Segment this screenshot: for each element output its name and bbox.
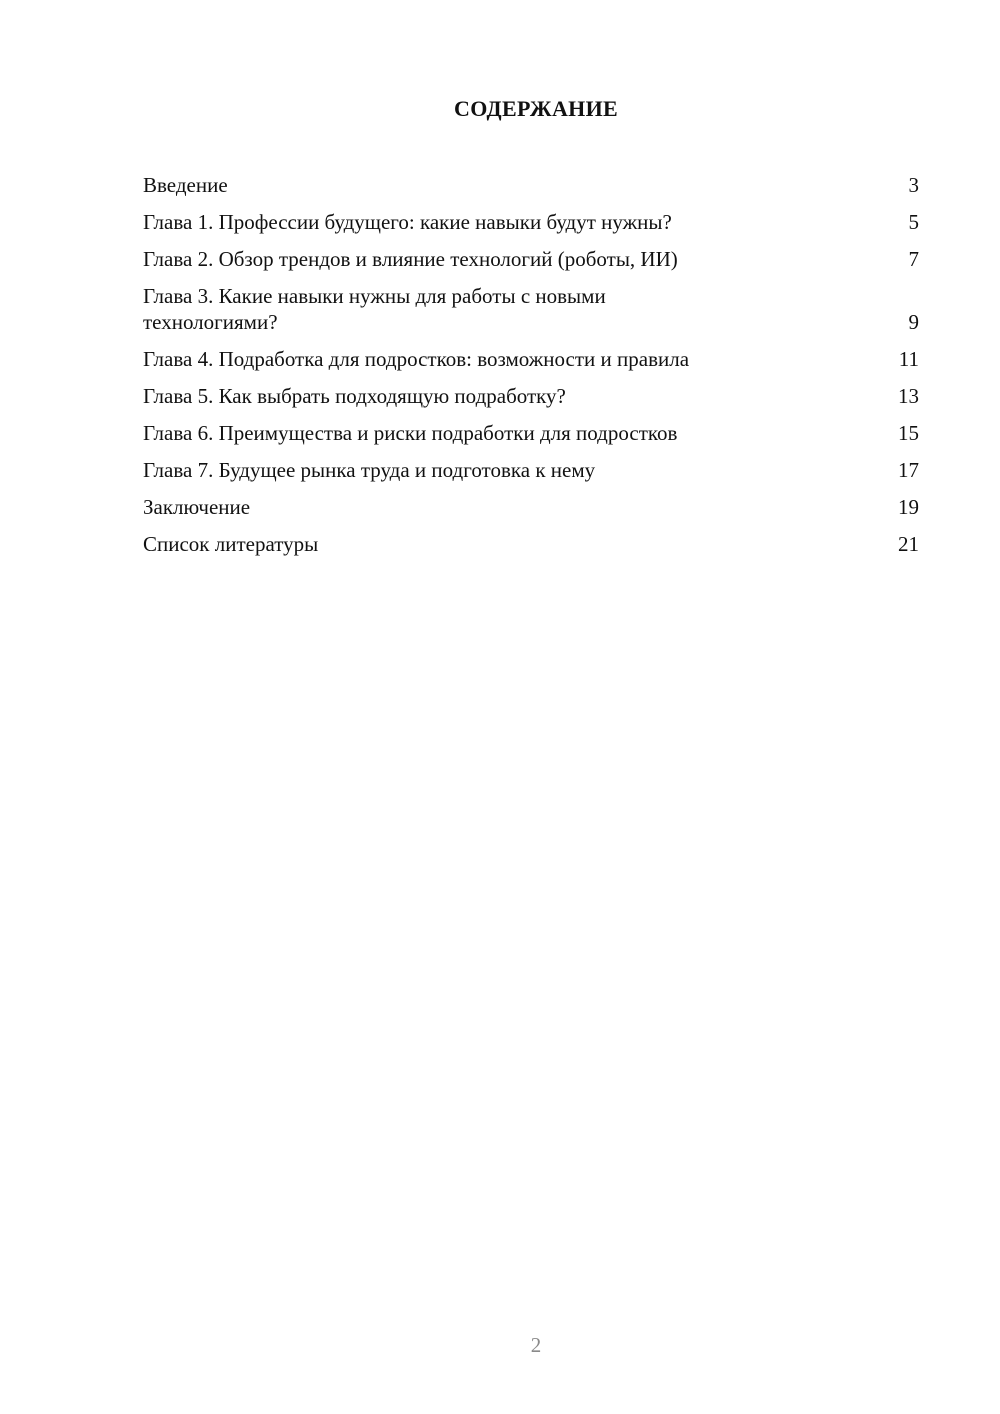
toc-entry-title: Глава 7. Будущее рынка труда и подготовка к нему — [143, 458, 596, 482]
page-title: СОДЕРЖАНИЕ — [454, 96, 618, 121]
toc-entry[interactable] — [143, 531, 919, 557]
toc-entry[interactable] — [143, 246, 919, 272]
toc-entry[interactable] — [143, 172, 919, 198]
toc-entry-title: Глава 3. Какие навыки нужны для работы с новыми технологиями? — [143, 284, 606, 334]
toc-entry-page: 7 — [908, 247, 919, 271]
toc-entry-page: 19 — [898, 495, 919, 519]
toc-entry-title: Глава 4. Подработка для подростков: возможности и правила — [143, 347, 690, 371]
toc-entry-page: 15 — [898, 421, 919, 445]
toc-entry-title: Заключение — [143, 495, 251, 519]
toc-entry-page: 9 — [908, 310, 919, 334]
toc-entry-title: Глава 6. Преимущества и риски подработки для подростков — [143, 421, 678, 445]
toc-entry[interactable] — [143, 346, 919, 372]
toc-entry-page: 17 — [898, 458, 919, 482]
toc-entry-page: 11 — [898, 347, 919, 371]
toc-entry-page: 3 — [908, 173, 919, 197]
toc-entry-title: Введение — [143, 173, 228, 197]
toc-entry[interactable] — [143, 283, 919, 335]
toc-entry[interactable] — [143, 420, 919, 446]
toc-entry[interactable] — [143, 209, 919, 235]
toc-entry[interactable] — [143, 457, 919, 483]
toc-entry-page: 21 — [898, 532, 919, 556]
toc-entry-title: Глава 1. Профессии будущего: какие навыки будут нужны? — [143, 210, 672, 234]
toc-entry-page: 5 — [908, 210, 919, 234]
table-of-contents — [143, 172, 919, 568]
toc-entry-title: Глава 5. Как выбрать подходящую подработку? — [143, 384, 566, 408]
toc-entry-title: Глава 2. Обзор трендов и влияние технологий (роботы, ИИ) — [143, 247, 678, 271]
toc-entry[interactable] — [143, 383, 919, 409]
page-number: 2 — [530, 1333, 542, 1357]
toc-entry-page: 13 — [898, 384, 919, 408]
toc-entry[interactable] — [143, 494, 919, 520]
toc-entry-title: Список литературы — [143, 532, 319, 556]
